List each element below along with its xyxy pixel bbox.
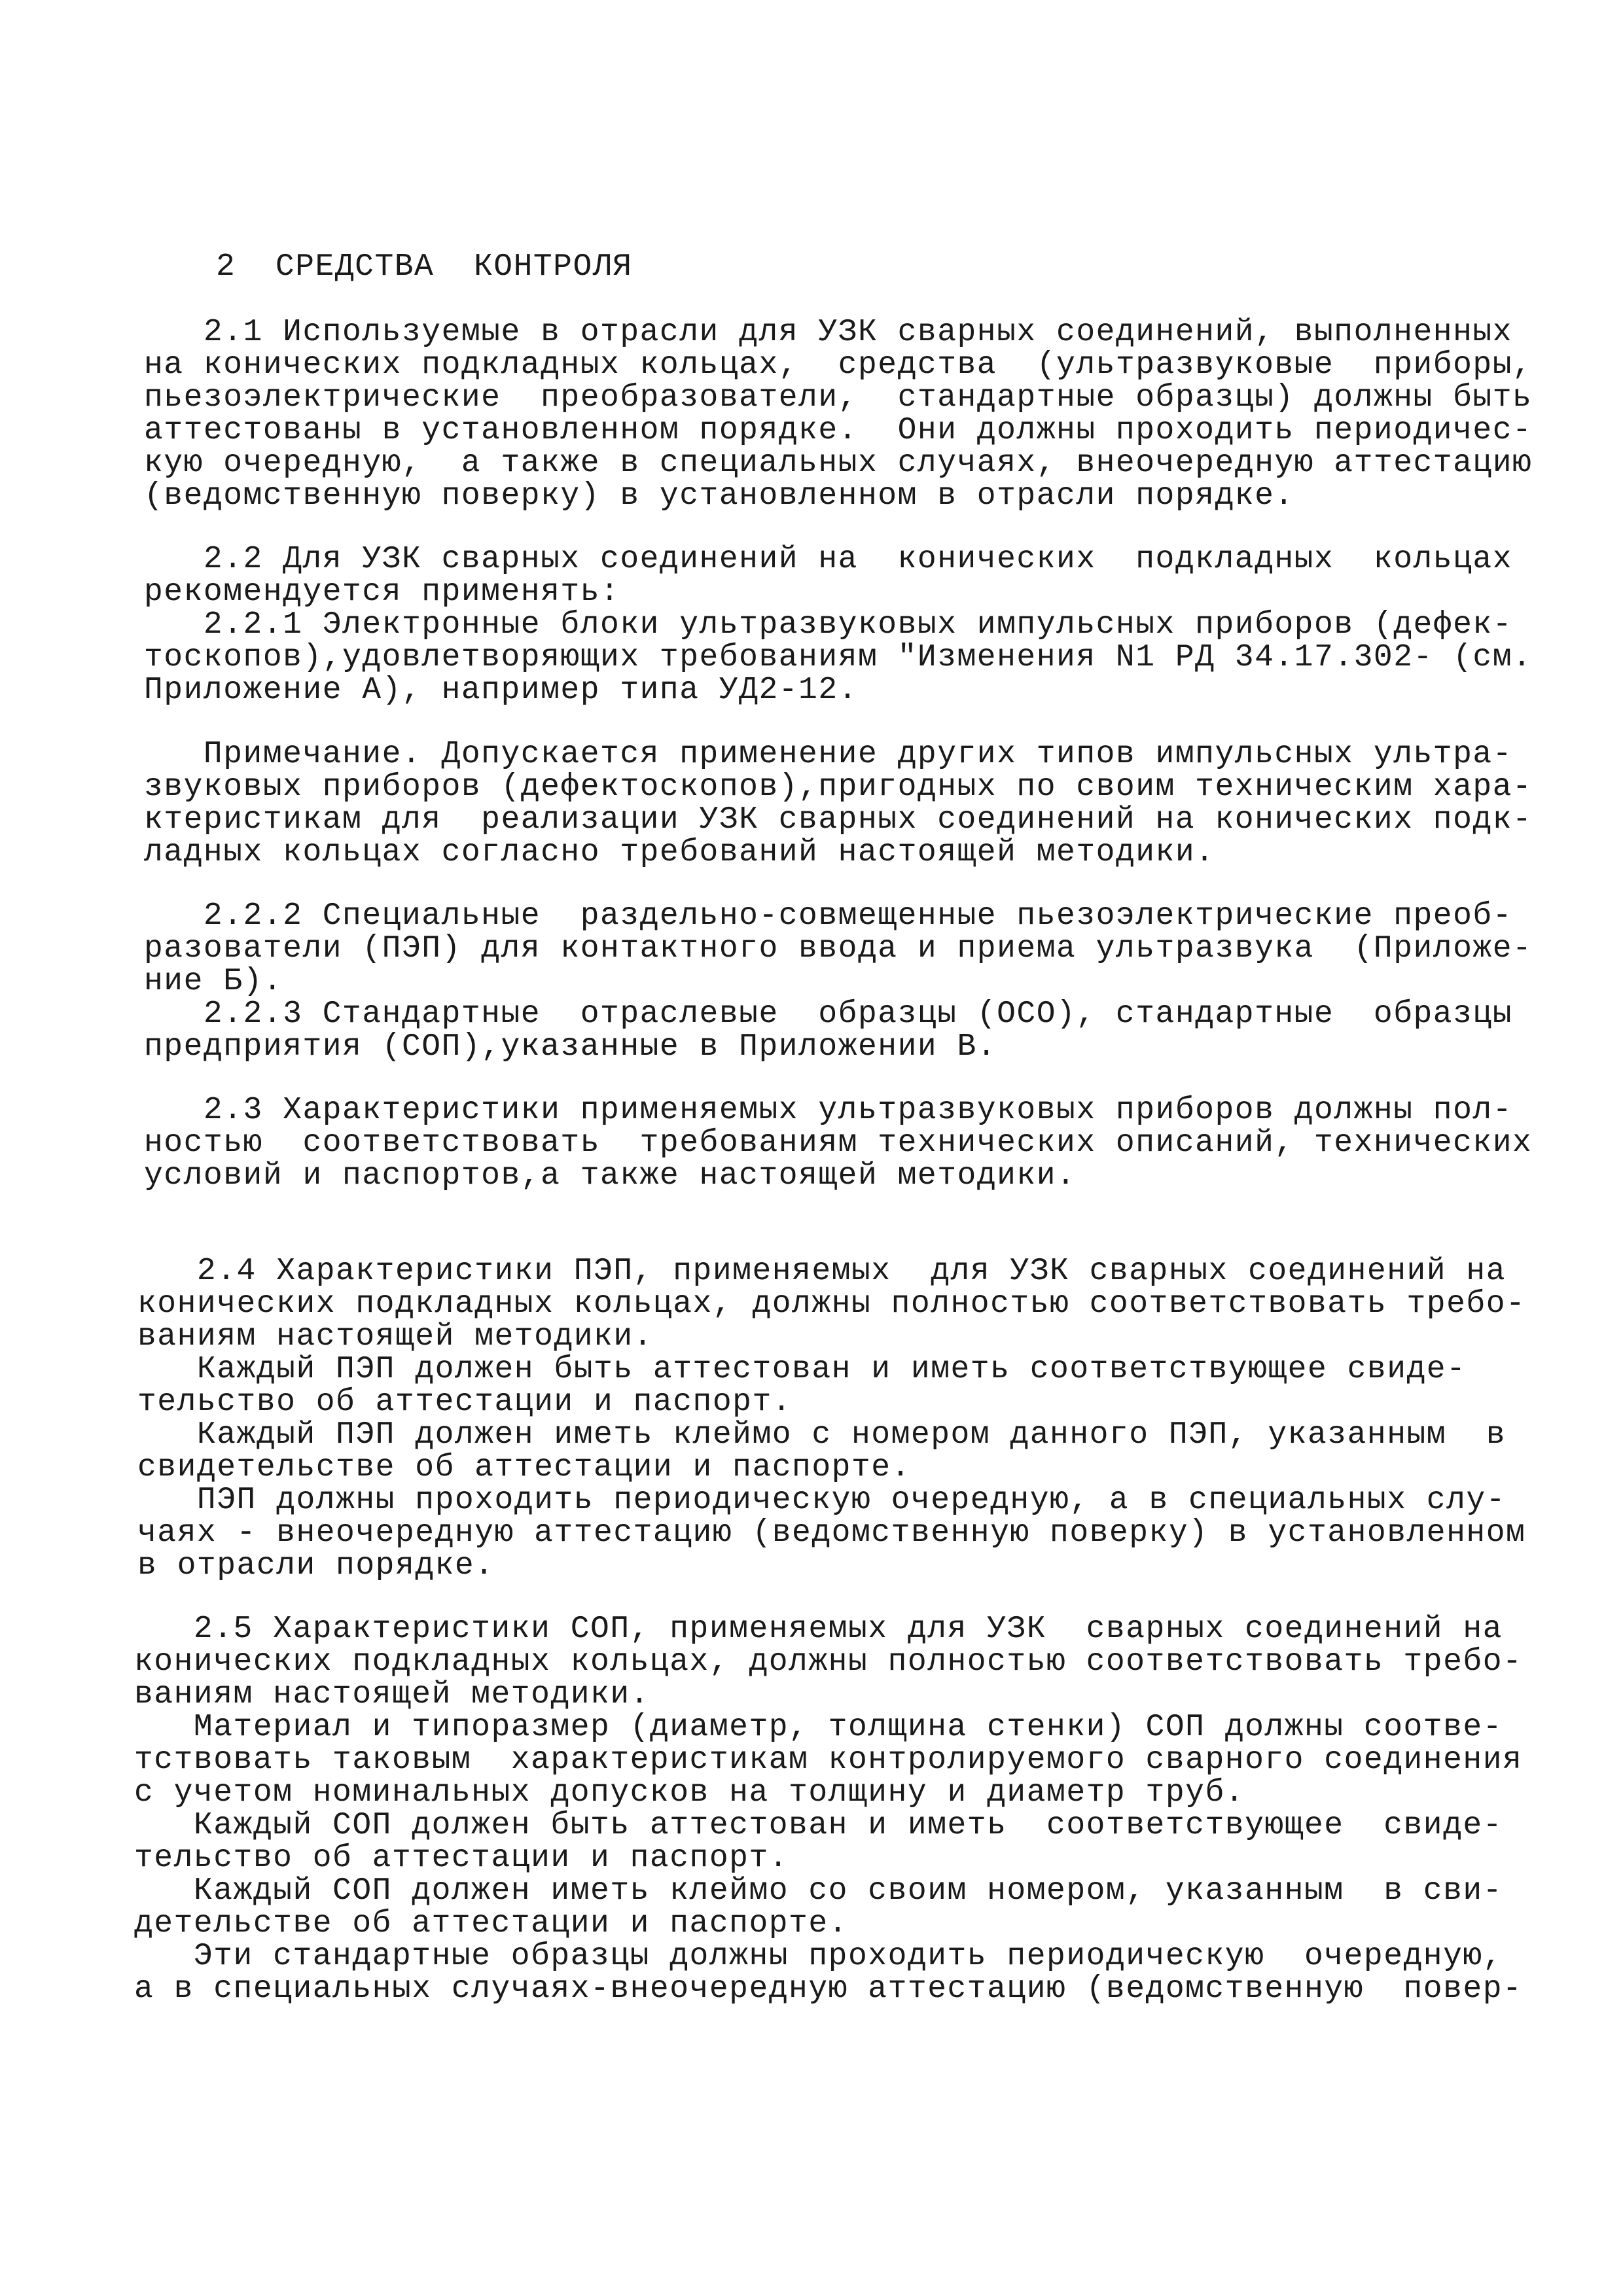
text-line: ктеристикам для реализации УЗК сварных соединений на конических подк- (144, 802, 1533, 838)
text-line: тствовать таковым характеристикам контролируемого сварного соединения (134, 1742, 1523, 1778)
text-line: Каждый СОП должен быть аттестован и иметь соответствующее свиде- (134, 1808, 1503, 1843)
text-line: рекомендуется применять: (144, 574, 620, 610)
text-line: свидетельстве об аттестации и паспорте. (137, 1450, 911, 1485)
text-line: (ведомственную поверку) в установленном в отрасли порядке. (144, 478, 1294, 514)
text-line: 2.3 Характеристики применяемых ультразвуковых приборов должны пол- (144, 1093, 1513, 1128)
text-line: Примечание. Допускается применение других типов импульсных ультра- (144, 737, 1513, 772)
text-line: конических подкладных кольцах, должны полностью соответствовать требо- (134, 1644, 1523, 1680)
text-line: условий и паспортов,а также настоящей методики. (144, 1158, 1077, 1193)
text-line: пьезоэлектрические преобразователи, стандартные образцы) должны быть (144, 380, 1533, 415)
text-line: Материал и типоразмер (диаметр, толщина стенки) СОП должны соотве- (134, 1710, 1503, 1745)
text-line: ние Б). (144, 964, 283, 999)
text-line: Каждый СОП должен иметь клеймо со своим номером, указанным в сви- (134, 1873, 1503, 1909)
text-line: кую очередную, а также в специальных случаях, внеочередную аттестацию (144, 446, 1533, 481)
text-line: 2.2 Для УЗК сварных соединений на конических подкладных кольцах (144, 542, 1513, 577)
text-line: Каждый ПЭП должен быть аттестован и иметь соответствующее свиде- (137, 1352, 1467, 1387)
text-line: тельство об аттестации и паспорт. (137, 1385, 793, 1420)
text-line: 2.5 Характеристики СОП, применяемых для УЗК сварных соединений на (134, 1612, 1503, 1647)
text-line: детельстве об аттестации и паспорте. (134, 1906, 848, 1941)
text-line: предприятия (СОП),указанные в Приложении В. (144, 1029, 997, 1065)
text-line: в отрасли порядке. (137, 1548, 495, 1583)
text-line: ПЭП должны проходить периодическую очередную, а в специальных слу- (137, 1483, 1507, 1518)
text-line: на конических подкладных кольцах, средства (ультразвуковые приборы, (144, 347, 1533, 383)
text-line: чаях - внеочередную аттестацию (ведомственную поверку) в установленном (137, 1515, 1526, 1551)
text-line: 2.2.3 Стандартные отраслевые образцы (ОСО), стандартные образцы (144, 997, 1513, 1032)
text-line: Эти стандартные образцы должны проходить периодическую очередную, (134, 1939, 1503, 1974)
text-line: а в специальных случаях-внеочередную аттестацию (ведомственную повер- (134, 1971, 1523, 2007)
text-line: ваниям настоящей методики. (137, 1319, 653, 1354)
text-line: тоскопов),удовлетворяющих требованиям "Изменения N1 РД 34.17.302- (см. (144, 640, 1533, 675)
text-line: тельство об аттестации и паспорт. (134, 1841, 789, 1876)
text-line: 2.2.2 Специальные раздельно-совмещенные пьезоэлектрические преоб- (144, 898, 1513, 934)
text-line: 2.4 Характеристики ПЭП, применяемых для УЗК сварных соединений на (137, 1254, 1507, 1289)
text-line: ностью соответствовать требованиям технических описаний, технических (144, 1125, 1533, 1161)
text-line: Каждый ПЭП должен иметь клеймо с номером данного ПЭП, указанным в (137, 1417, 1507, 1453)
text-line: звуковых приборов (дефектоскопов),пригодных по своим техническим хара- (144, 769, 1533, 805)
text-line: Приложение А), например типа УД2-12. (144, 673, 858, 708)
section-title: 2 СРЕДСТВА КОНТРОЛЯ (216, 249, 633, 285)
text-line: конических подкладных кольцах, должны полностью соответствовать требо- (137, 1286, 1526, 1322)
text-line: 2.2.1 Электронные блоки ультразвуковых импульсных приборов (дефек- (144, 607, 1513, 643)
text-line: аттестованы в установленном порядке. Они должны проходить периодичес- (144, 413, 1533, 448)
text-line: ладных кольцах согласно требований настоящей методики. (144, 835, 1215, 870)
text-line: 2.1 Используемые в отрасли для УЗК сварных соединений, выполненных (144, 315, 1513, 350)
text-line: ваниям настоящей методики. (134, 1677, 650, 1712)
text-line: разователи (ПЭП) для контактного ввода и приема ультразвука (Приложе- (144, 931, 1533, 966)
text-line: с учетом номинальных допусков на толщину и диаметр труб. (134, 1775, 1245, 1810)
